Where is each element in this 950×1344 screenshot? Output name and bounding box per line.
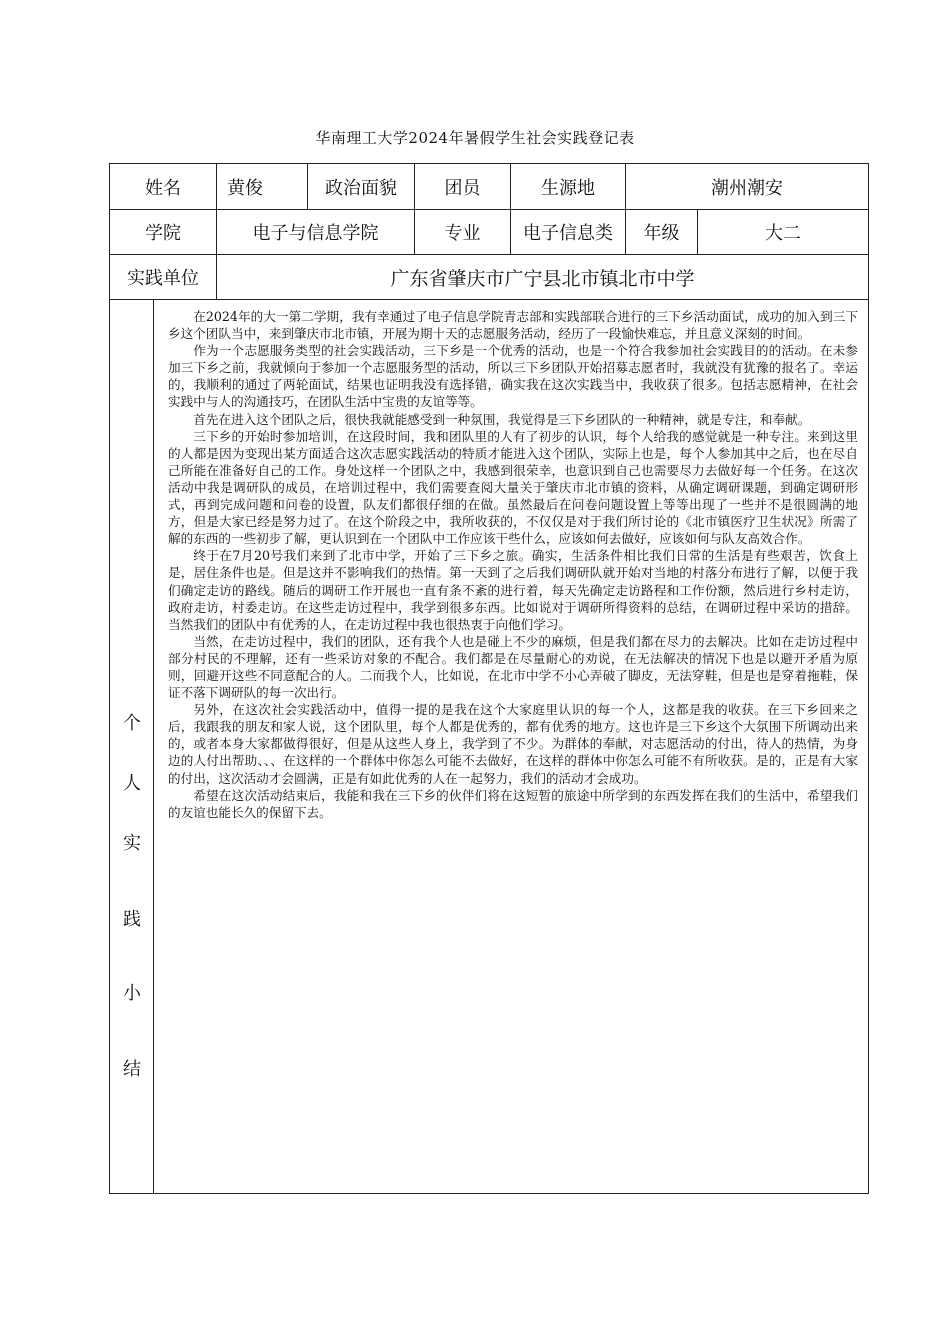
form-row-practice-unit — [110, 255, 868, 300]
form-title: 华南理工大学2024年暑假学生社会实践登记表 — [315, 129, 635, 147]
form-row-personal — [110, 164, 868, 210]
summary-label-char: 个 — [123, 713, 141, 734]
political-status-label: 政治面貌 — [308, 164, 415, 209]
summary-paragraph: 当然，在走访过程中，我们的团队，还有我个人也是碰上不少的麻烦，但是我们都在尽力的去解决。比如在走访过程中部分村民的不理解，还有一些采访对象的不配合。我们都是在尽量耐心的劝说，在无法解决的情况下也是以避开矛盾为原则，回避开这些不同意配合的人。二而我个人，比如说，在北市中学不小心弄破了脚皮，无法穿鞋，但是也是穿着拖鞋，保证不落下调研队的每一次出行。 — [168, 633, 858, 701]
registration-form — [109, 163, 869, 1194]
college-value: 电子与信息学院 — [217, 210, 415, 254]
practice-unit-label: 实践单位 — [110, 255, 217, 299]
summary-label-char: 结 — [123, 1059, 141, 1080]
summary-paragraph: 三下乡的开始时参加培训，在这段时间，我和团队里的人有了初步的认识，每个人给我的感觉就是一种专注。来到这里的人都是因为变现出某方面适合这次志愿实践活动的特质才能进入这个团队，实际上也是，每个人参加其中之后，也在尽自己所能在准备好自己的工作。身处这样一个团队之中，我感到很荣幸，也意识到自己也需要尽力去做好每一个任务。在这次活动中我是调研队的成员，在培训过程中，我们需要查阅大量关于肇庆市北市镇的资料，从确定调研课题，到确定调研形式，再到完成问题和问卷的设置，队友们都很仔细的在做。虽然最后在问卷问题设置上等等出现了一些并不是很圆满的地方，但是大家已经是努力过了。在这个阶段之中，我所收获的，不仅仅是对于我们所讨论的《北市镇医疗卫生状况》所需了解的东西的一些初步了解，更认识到在一个团队中工作应该干些什么，应该如何去做好，应该如何与队友高效合作。 — [168, 428, 858, 547]
summary-paragraph: 希望在这次活动结束后，我能和我在三下乡的伙伴们将在这短暂的旅途中所学到的东西发挥在我们的生活中，希望我们的友谊也能长久的保留下去。 — [168, 787, 858, 820]
summary-paragraph: 在2024年的大一第二学期，我有幸通过了电子信息学院青志部和实践部联合进行的三下乡活动面试，成功的加入到三下乡这个团队当中，来到肇庆市北市镇，开展为期十天的志愿服务活动，经历了一段愉快难忘，并且意义深刻的时间。 — [168, 309, 858, 342]
name-value: 黄俊 — [217, 164, 308, 209]
summary-paragraph: 作为一个志愿服务类型的社会实践活动，三下乡是一个优秀的活动，也是一个符合我参加社会实践目的的活动。在未参加三下乡之前，我就倾向于参加一个志愿服务型的活动，所以三下乡团队开始招募志愿者时，我就没有犹豫的报名了。幸运的，我顺利的通过了两轮面试，结果也证明我没有选择错，确实我在这次实践当中，我收获了很多。包括志愿精神，在社会实践中与人的沟通技巧，在团队生活中宝贵的友谊等等。 — [168, 343, 858, 410]
form-row-academic — [110, 210, 868, 255]
summary-paragraph: 终于在7月20号我们来到了北市中学，开始了三下乡之旅。确实，生活条件相比我们日常的生活是有些艰苦，饮食上是，居住条件也是。但是这并不影响我们的热情。第一天到了之后我们调研队就开始对当地的村落分布进行了解，以便于我们确定走访的路线。随后的调研工作开展也一直有条不紊的进行着，每天先确定走访路程和工作份额，然后进行乡村走访，政府走访，村委走访。在这些走访过程中，我学到很多东西。比如说对于调研所得资料的总结，在调研过程中采访的措辞。当然我们的团队中有优秀的人，在走访过程中我也很热衷于向他们学习。 — [168, 548, 858, 632]
college-label: 学院 — [110, 210, 217, 254]
major-label: 专业 — [415, 210, 511, 254]
major-value: 电子信息类 — [511, 210, 626, 254]
grade-value: 大二 — [765, 223, 801, 244]
practice-unit-value: 广东省肇庆市广宁县北市镇北市中学 — [390, 267, 695, 290]
origin-label: 生源地 — [511, 164, 626, 209]
summary-text — [168, 308, 858, 821]
summary-label-char: 小 — [123, 983, 141, 1004]
summary-paragraph: 首先在进入这个团队之后，很快我就能感受到一种氛围，我觉得是三下乡团队的一种精神，就是专注，和奉献。 — [193, 411, 811, 427]
origin-value: 潮州潮安 — [711, 177, 783, 199]
summary-paragraph: 另外，在这次社会实践活动中，值得一提的是我在这个大家庭里认识的每一个人，这都是我的收获。在三下乡回来之后，我跟我的朋友和家人说，这个团队里，每个人都是优秀的，都有优秀的地方。这也许是三下乡这个大氛围下所调动出来的，或者本身大家都做得很好，但是从这些人身上，我学到了不少。为群体的奉献，对志愿活动的付出，待人的热情，为身边的人付出帮助、、、在这样的一个群体中你怎么可能不去做好，在这样的群体中你怎么可能不有所收获。是的，正是有大家的付出，这次活动才会圆满，正是有如此优秀的人在一起努力，我们的活动才会成功。 — [168, 702, 858, 786]
political-status-value: 团员 — [415, 164, 511, 209]
summary-label-char: 人 — [123, 773, 141, 794]
summary-label-column — [110, 300, 154, 1193]
grade-label: 年级 — [626, 210, 698, 254]
name-label: 姓名 — [110, 164, 217, 209]
summary-label-char: 践 — [123, 909, 141, 930]
summary-label-char: 实 — [123, 833, 141, 854]
